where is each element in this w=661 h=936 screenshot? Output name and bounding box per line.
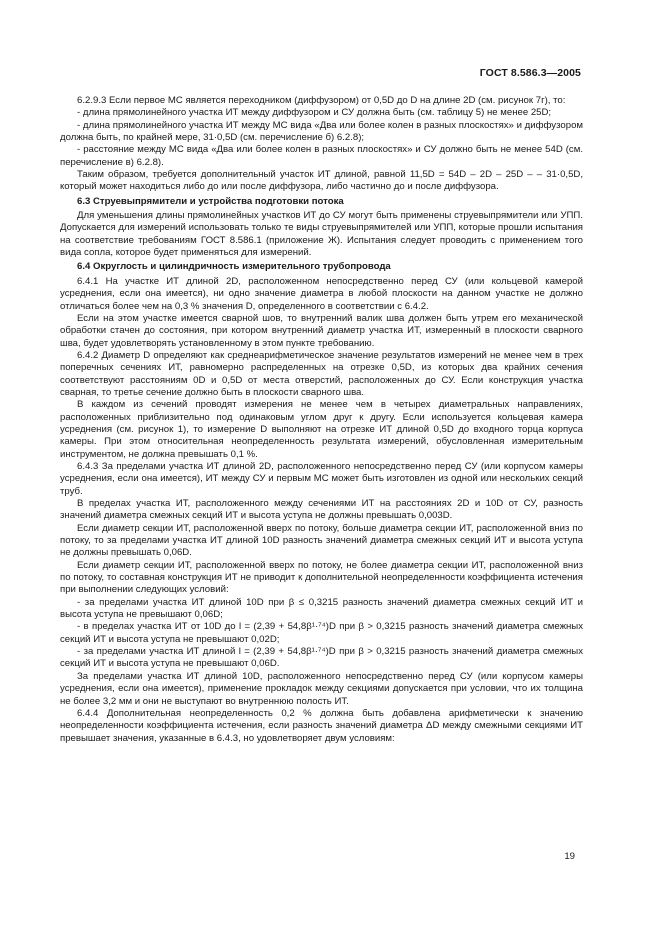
- document-header: ГОСТ 8.586.3—2005: [479, 67, 581, 79]
- list-item: - расстояние между МС вида «Два или более колен в разных плоскостях» и СУ должно быть не менее 54D (см. перечисление в) 6.2.8).: [60, 144, 583, 168]
- paragraph-6-4-4: 6.4.4 Дополнительная неопределенность 0,2 % должна быть добавлена арифметически к значению неопределенности коэффициента истечения, если разность значений диаметра ΔD между смежными секциями ИТ превышает значения, указанные в 6.4.3, но удовлетворяет двум условиям:: [60, 707, 583, 744]
- section-heading-6-3: 6.3 Струевыпрямители и устройства подготовки потока: [77, 195, 344, 207]
- paragraph: За пределами участка ИТ длиной 10D, расположенного непосредственно перед СУ (или корпусом камеры усреднения, если она имеется), применение прокладок между секциями допускается при условии, что их толщина не более 3,2 мм и они не выступают во внутреннюю полость ИТ.: [60, 670, 583, 707]
- list-item: - длина прямолинейного участка ИТ между МС вида «Два или более колен в разных плоскостях» и диффузором должна быть, по крайней мере, 31·0,5D (см. перечисление б) 6.2.8);: [60, 119, 583, 144]
- section-heading-6-4: 6.4 Округлость и цилиндричность измерительного трубопровода: [77, 261, 391, 273]
- paragraph: Если на этом участке имеется сварной шов, то внутренний валик шва должен быть утрем его механической обработки стачен до состояния, при котором внутренний диаметр участка ИТ, измеренный в плоскости сварного шва, будет удовлетворять установленному в этом пункте требованию.: [60, 312, 583, 349]
- list-item: - длина прямолинейного участка ИТ между диффузором и СУ должна быть (см. таблицу 5) не менее 25D;: [77, 107, 552, 119]
- page-number: 19: [564, 851, 575, 862]
- paragraph: Таким образом, требуется дополнительный участок ИТ длиной, равной 11,5D = 54D – 2D – 25D – – 31·0,5D, который может находиться либо до или после диффузора, либо частично до и после диффузора.: [60, 169, 583, 193]
- list-item: - за пределами участка ИТ длиной 10D при β ≤ 0,3215 разность значений диаметра смежных секций ИТ и высота уступа не превышают 0,06D;: [60, 596, 583, 621]
- document-body: [60, 95, 583, 745]
- paragraph: Если диаметр секции ИТ, расположенной вверх по потоку, не более диаметра секции ИТ, расположенной вниз по потоку, то составная конструкция ИТ не приводит к дополнительной неопределенности коэффициента истечения при выполнении следующих условий:: [60, 559, 583, 596]
- paragraph-6-4-2: 6.4.2 Диаметр D определяют как среднеарифметическое значение результатов измерений не менее чем в трех поперечных сечениях ИТ, равномерно распределенных на отрезке 0,5D, из которых два крайних сечения соответствуют расстояниям 0D и 0,5D от места отверстий, расположенных до СУ. Если конструкция участка сварная, то третье сечение должно быть в плоскости сварного шва.: [60, 349, 583, 398]
- paragraph-6-4-3: 6.4.3 За пределами участка ИТ длиной 2D, расположенного непосредственно перед СУ (или корпусом камеры усреднения, если она имеется), ИТ между СУ и первым МС может быть изготовлен из одной или нескольких секций труб.: [60, 460, 583, 497]
- paragraph-6-4-1: 6.4.1 На участке ИТ длиной 2D, расположенном непосредственно перед СУ (или кольцевой камерой усреднения, если она имеется), ни одно значение диаметра в любой плоскости на данном участке не должно отличаться более чем на 0,3 % значения D, определенного в соответствии с 6.4.2.: [60, 275, 583, 312]
- list-item: - за пределами участка ИТ длиной l = (2,39 + 54,8β¹·⁷⁴)D при β > 0,3215 разность значений диаметра смежных секций ИТ и высота уступа не превышают 0,06D.: [60, 646, 583, 670]
- list-item: - в пределах участка ИТ от 10D до l = (2,39 + 54,8β¹·⁷⁴)D при β > 0,3215 разность значений диаметра смежных секций ИТ и высота уступа не превышают 0,02D;: [60, 621, 583, 645]
- paragraph: Если диаметр секции ИТ, расположенной вверх по потоку, больше диаметра секции ИТ, расположенной вниз по потоку, то за пределами участка ИТ длиной 10D разность значений диаметра смежных секций ИТ и высота уступа не должны превышать 0,06D.: [60, 522, 583, 559]
- paragraph: В каждом из сечений проводят измерения не менее чем в четырех диаметральных направлениях, расположенных приблизительно под одинаковым углом друг к другу. Если используется кольцевая камера усреднения (см. рисунок 1), то измерение D выполняют на отрезке ИТ длиной 0,5D до входного торца корпуса камеры. При этом относительная неопределенность результата измерений, обусловленная измерительным инструментом, не должна превышать 0,1 %.: [60, 399, 583, 460]
- paragraph-6-2-9-3: 6.2.9.3 Если первое МС является переходником (диффузором) от 0,5D до D на длине 2D (см. рисунок 7г), то:: [77, 95, 566, 106]
- paragraph: Для уменьшения длины прямолинейных участков ИТ до СУ могут быть применены струевыпрямители или УПП. Допускается для измерений использовать только те виды струевыпрямителей или УПП, которые прошли испытания на соответствие требованиям ГОСТ 8.586.1 (приложение Ж). Испытания следует проводить с применением того вида сопла, которое будет применяться для измерений.: [60, 210, 583, 259]
- paragraph: В пределах участка ИТ, расположенного между сечениями ИТ на расстояниях 2D и 10D от СУ, разность значений диаметра смежных секций ИТ и высота уступа не должны превышать 0,003D.: [60, 498, 583, 522]
